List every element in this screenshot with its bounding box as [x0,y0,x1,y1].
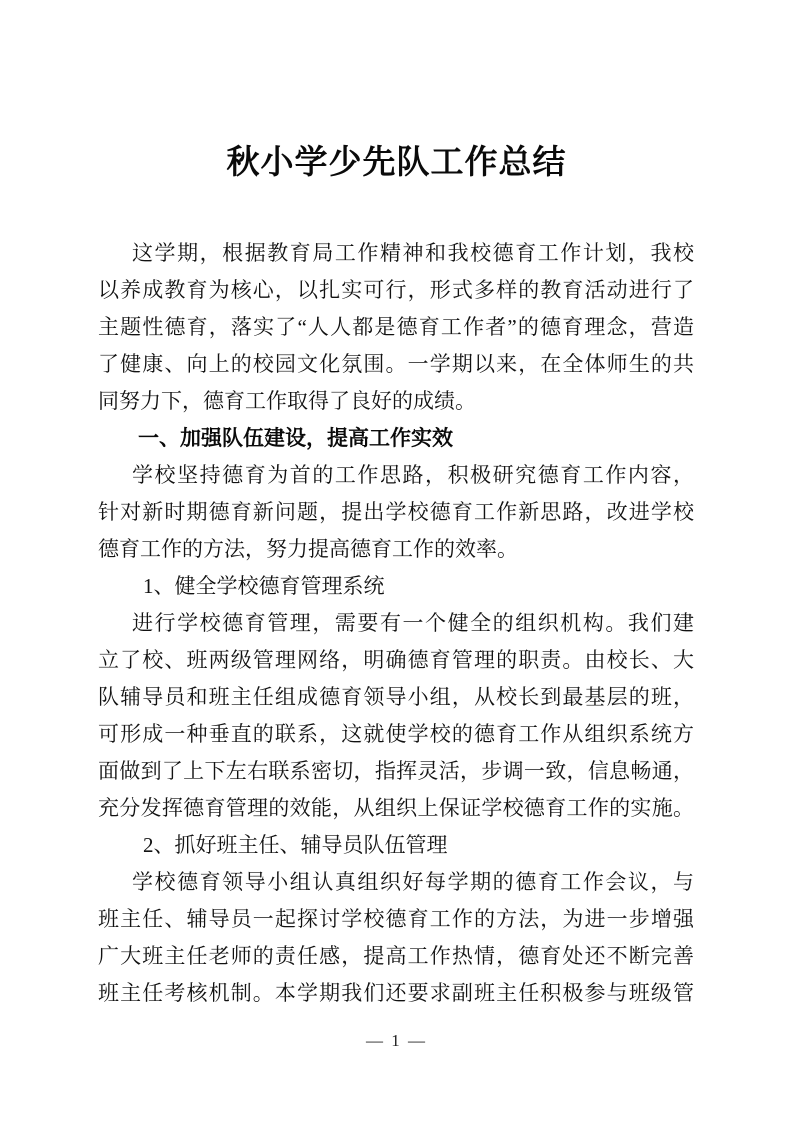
page-number: — 1 — [366,1031,427,1050]
body-text-line: 学校德育领导小组认真组织好每学期的德育工作会议，与 [132,870,694,894]
body-text-line: 学校坚持德育为首的工作思路，积极研究德育工作内容， [132,463,694,487]
body-text-line: 主题性德育，落实了“人人都是德育工作者”的德育理念，营造 [98,315,694,339]
body-text-line: 德育工作的方法，努力提高德育工作的效率。 [98,537,518,561]
section-heading-line: 一、加强队伍建设，提高工作实效 [138,426,453,450]
body-text-line: 立了校、班两级管理网络，明确德育管理的职责。由校长、大 [98,648,694,672]
body-text-line: 了健康、向上的校园文化氛围。一学期以来，在全体师生的共 [98,352,694,376]
body-text-line: 充分发挥德育管理的效能，从组织上保证学校德育工作的实施。 [98,796,694,820]
body-text-line: 这学期，根据教育局工作精神和我校德育工作计划，我校 [132,241,694,265]
subsection-heading-line: 2、抓好班主任、辅导员队伍管理 [143,833,448,857]
subsection-heading-line: 1、健全学校德育管理系统 [143,574,385,598]
body-text-line: 队辅导员和班主任组成德育领导小组，从校长到最基层的班， [98,685,694,709]
document-body [98,235,694,1012]
page-footer [0,1030,793,1052]
body-text-line: 广大班主任老师的责任感，提高工作热情，德育处还不断完善 [98,944,694,968]
document-title: 秋小学少先队工作总结 [226,145,567,181]
body-text-line: 班主任、辅导员一起探讨学校德育工作的方法，为进一步增强 [98,907,694,931]
body-text-line: 针对新时期德育新问题，提出学校德育工作新思路，改进学校 [98,500,694,524]
body-text-line: 同努力下，德育工作取得了良好的成绩。 [98,389,476,413]
body-text-line: 进行学校德育管理，需要有一个健全的组织机构。我们建 [132,611,694,635]
body-text-line: 以养成教育为核心，以扎实可行，形式多样的教育活动进行了 [98,278,694,302]
body-text-line: 面做到了上下左右联系密切，指挥灵活，步调一致，信息畅通， [98,759,694,783]
body-text-line: 班主任考核机制。本学期我们还要求副班主任积极参与班级管 [98,981,694,1005]
body-text-line: 可形成一种垂直的联系，这就使学校的德育工作从组织系统方 [98,722,694,746]
